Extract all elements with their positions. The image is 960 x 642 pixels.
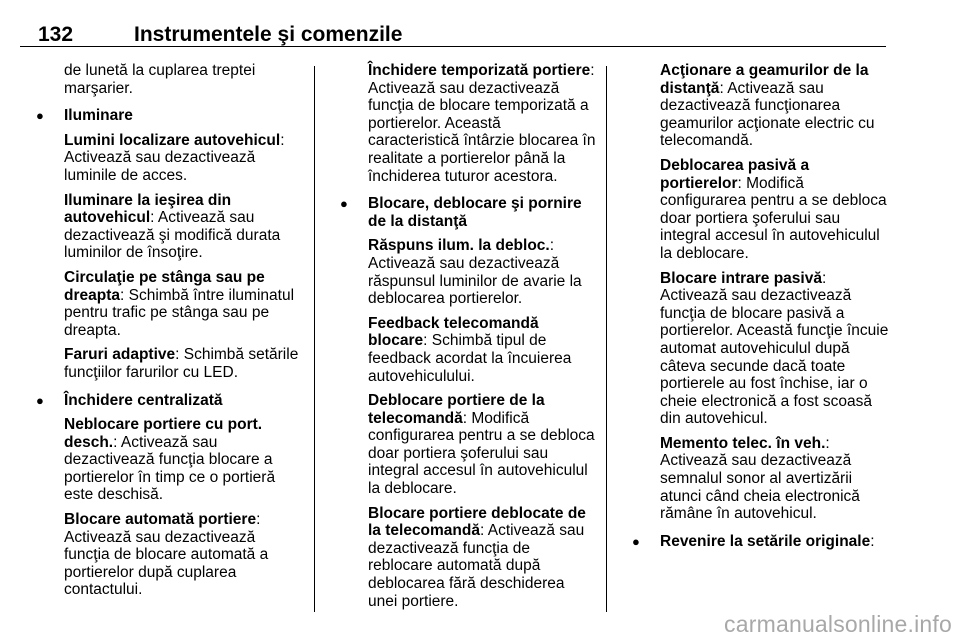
column-left — [36, 62, 304, 599]
setting-term: Blocare intrare pasivă — [660, 269, 822, 287]
setting-description: : Modifică configurarea pentru a se debloca doar portiera şoferului sau integral accesul în autovehiculul la deblocare. — [368, 409, 595, 498]
page-number: 132 — [38, 23, 74, 46]
setting-paragraph — [36, 132, 304, 185]
bullet-heading-text: Revenire la setările originale — [660, 532, 871, 550]
setting-description: : Schimbă setările funcţiilor farurilor cu LED. — [64, 346, 299, 381]
bullet-heading-suffix: : — [870, 532, 875, 550]
setting-term: Blocare portiere deblocate de la telecomandă — [368, 504, 586, 540]
setting-description: : Activează sau dezactivează funcţia blocare a portierelor în timp ce o portieră este deschisă. — [64, 433, 276, 504]
setting-description: : Activează sau dezactivează şi modifică durata luminilor de însoţire. — [64, 209, 281, 262]
bullet-heading-factory-reset — [632, 533, 892, 551]
setting-paragraph — [632, 270, 892, 428]
setting-description: : Schimbă între iluminatul pentru trafic pe stânga sau pe dreapta. — [64, 286, 295, 339]
setting-paragraph — [632, 435, 892, 523]
column-divider — [314, 66, 315, 612]
setting-term: Circulaţie pe stânga sau pe dreapta — [64, 268, 265, 304]
setting-description: : Activează sau dezactivează funcţia de blocare automată a portierelor după cuplarea contactului. — [64, 511, 269, 599]
setting-paragraph — [340, 315, 596, 385]
setting-description: : Activează sau dezactivează funcţia de blocare pasivă a portierelor. Această funcţie încuie automat autovehiculul după câteva secunde dacă toate portierele au fost închise, iar o cheie electronică a fost scoasă din autovehicul. — [660, 269, 889, 428]
setting-paragraph — [36, 416, 304, 504]
setting-paragraph — [340, 392, 596, 498]
watermark: carmanualsonline.info — [724, 611, 952, 637]
setting-paragraph — [632, 157, 892, 263]
setting-description: : Activează sau dezactivează luminile de acces. — [64, 131, 285, 184]
setting-term: Iluminare la ieşirea din autovehicul — [64, 191, 232, 227]
setting-description: : Schimbă tipul de feedback acordat la încuierea autovehiculului. — [368, 332, 572, 385]
setting-description: : Activează sau dezactivează răspunsul luminilor de avarie la deblocarea portierelor. — [368, 237, 582, 308]
column-divider — [606, 66, 607, 612]
setting-paragraph — [340, 505, 596, 611]
paragraph: de lunetă la cuplarea treptei marşarier. — [64, 62, 256, 97]
column-right — [632, 62, 892, 550]
setting-description: : Activează sau dezactivează semnalul sonor al avertizării atunci când cheia electronică rămâne în autovehicul. — [660, 434, 860, 523]
setting-paragraph — [340, 62, 596, 185]
setting-paragraph — [36, 192, 304, 262]
setting-term: Deblocare portiere de la telecomandă — [368, 392, 545, 427]
bullet-heading-lighting: ● Iluminare — [36, 107, 304, 125]
setting-description: : Activează sau dezactivează funcţionarea geamurilor acţionate electric cu telecomandă. — [660, 79, 875, 150]
setting-paragraph — [36, 511, 304, 599]
column-middle — [340, 62, 596, 610]
setting-description: : Modifică configurarea pentru a se debloca doar portiera şoferului sau integral accesul în autovehiculul la deblocare. — [660, 174, 887, 262]
setting-term: Deblocarea pasivă a portierelor — [660, 156, 810, 192]
setting-term: Feedback telecomandă blocare — [368, 314, 539, 350]
setting-term: Închidere temporizată portiere — [368, 62, 591, 79]
setting-term: Răspuns ilum. la debloc. — [368, 237, 550, 255]
page-title: Instrumentele şi comenzile — [134, 23, 403, 46]
bullet-heading-central-locking: ● Închidere centralizată — [36, 392, 304, 410]
setting-paragraph — [632, 62, 892, 150]
setting-term: Lumini localizare autovehicul — [64, 131, 281, 149]
setting-term: Neblocare portiere cu port. desch. — [64, 416, 263, 451]
setting-term: Blocare automată portiere — [64, 511, 257, 529]
setting-description: : Activează sau dezactivează funcţia de reblocare automată după deblocarea fără deschiderea unei portiere. — [368, 522, 585, 610]
setting-term: Acţionare a geamurilor de la distanţă — [660, 62, 869, 97]
page-header — [20, 20, 886, 47]
setting-paragraph — [36, 269, 304, 339]
setting-term: Faruri adaptive — [64, 346, 176, 364]
bullet-heading-remote: ● Blocare, deblocare şi pornire de la distanţă — [340, 195, 596, 230]
setting-paragraph — [340, 237, 596, 307]
setting-description: : Activează sau dezactivează funcţia de blocare temporizată a portierelor. Această caracteristică întârzie blocarea în realitate a portierelor până la închiderea tuturor acestora. — [368, 62, 596, 185]
setting-paragraph — [36, 346, 304, 381]
setting-term: Memento telec. în veh. — [660, 434, 826, 452]
